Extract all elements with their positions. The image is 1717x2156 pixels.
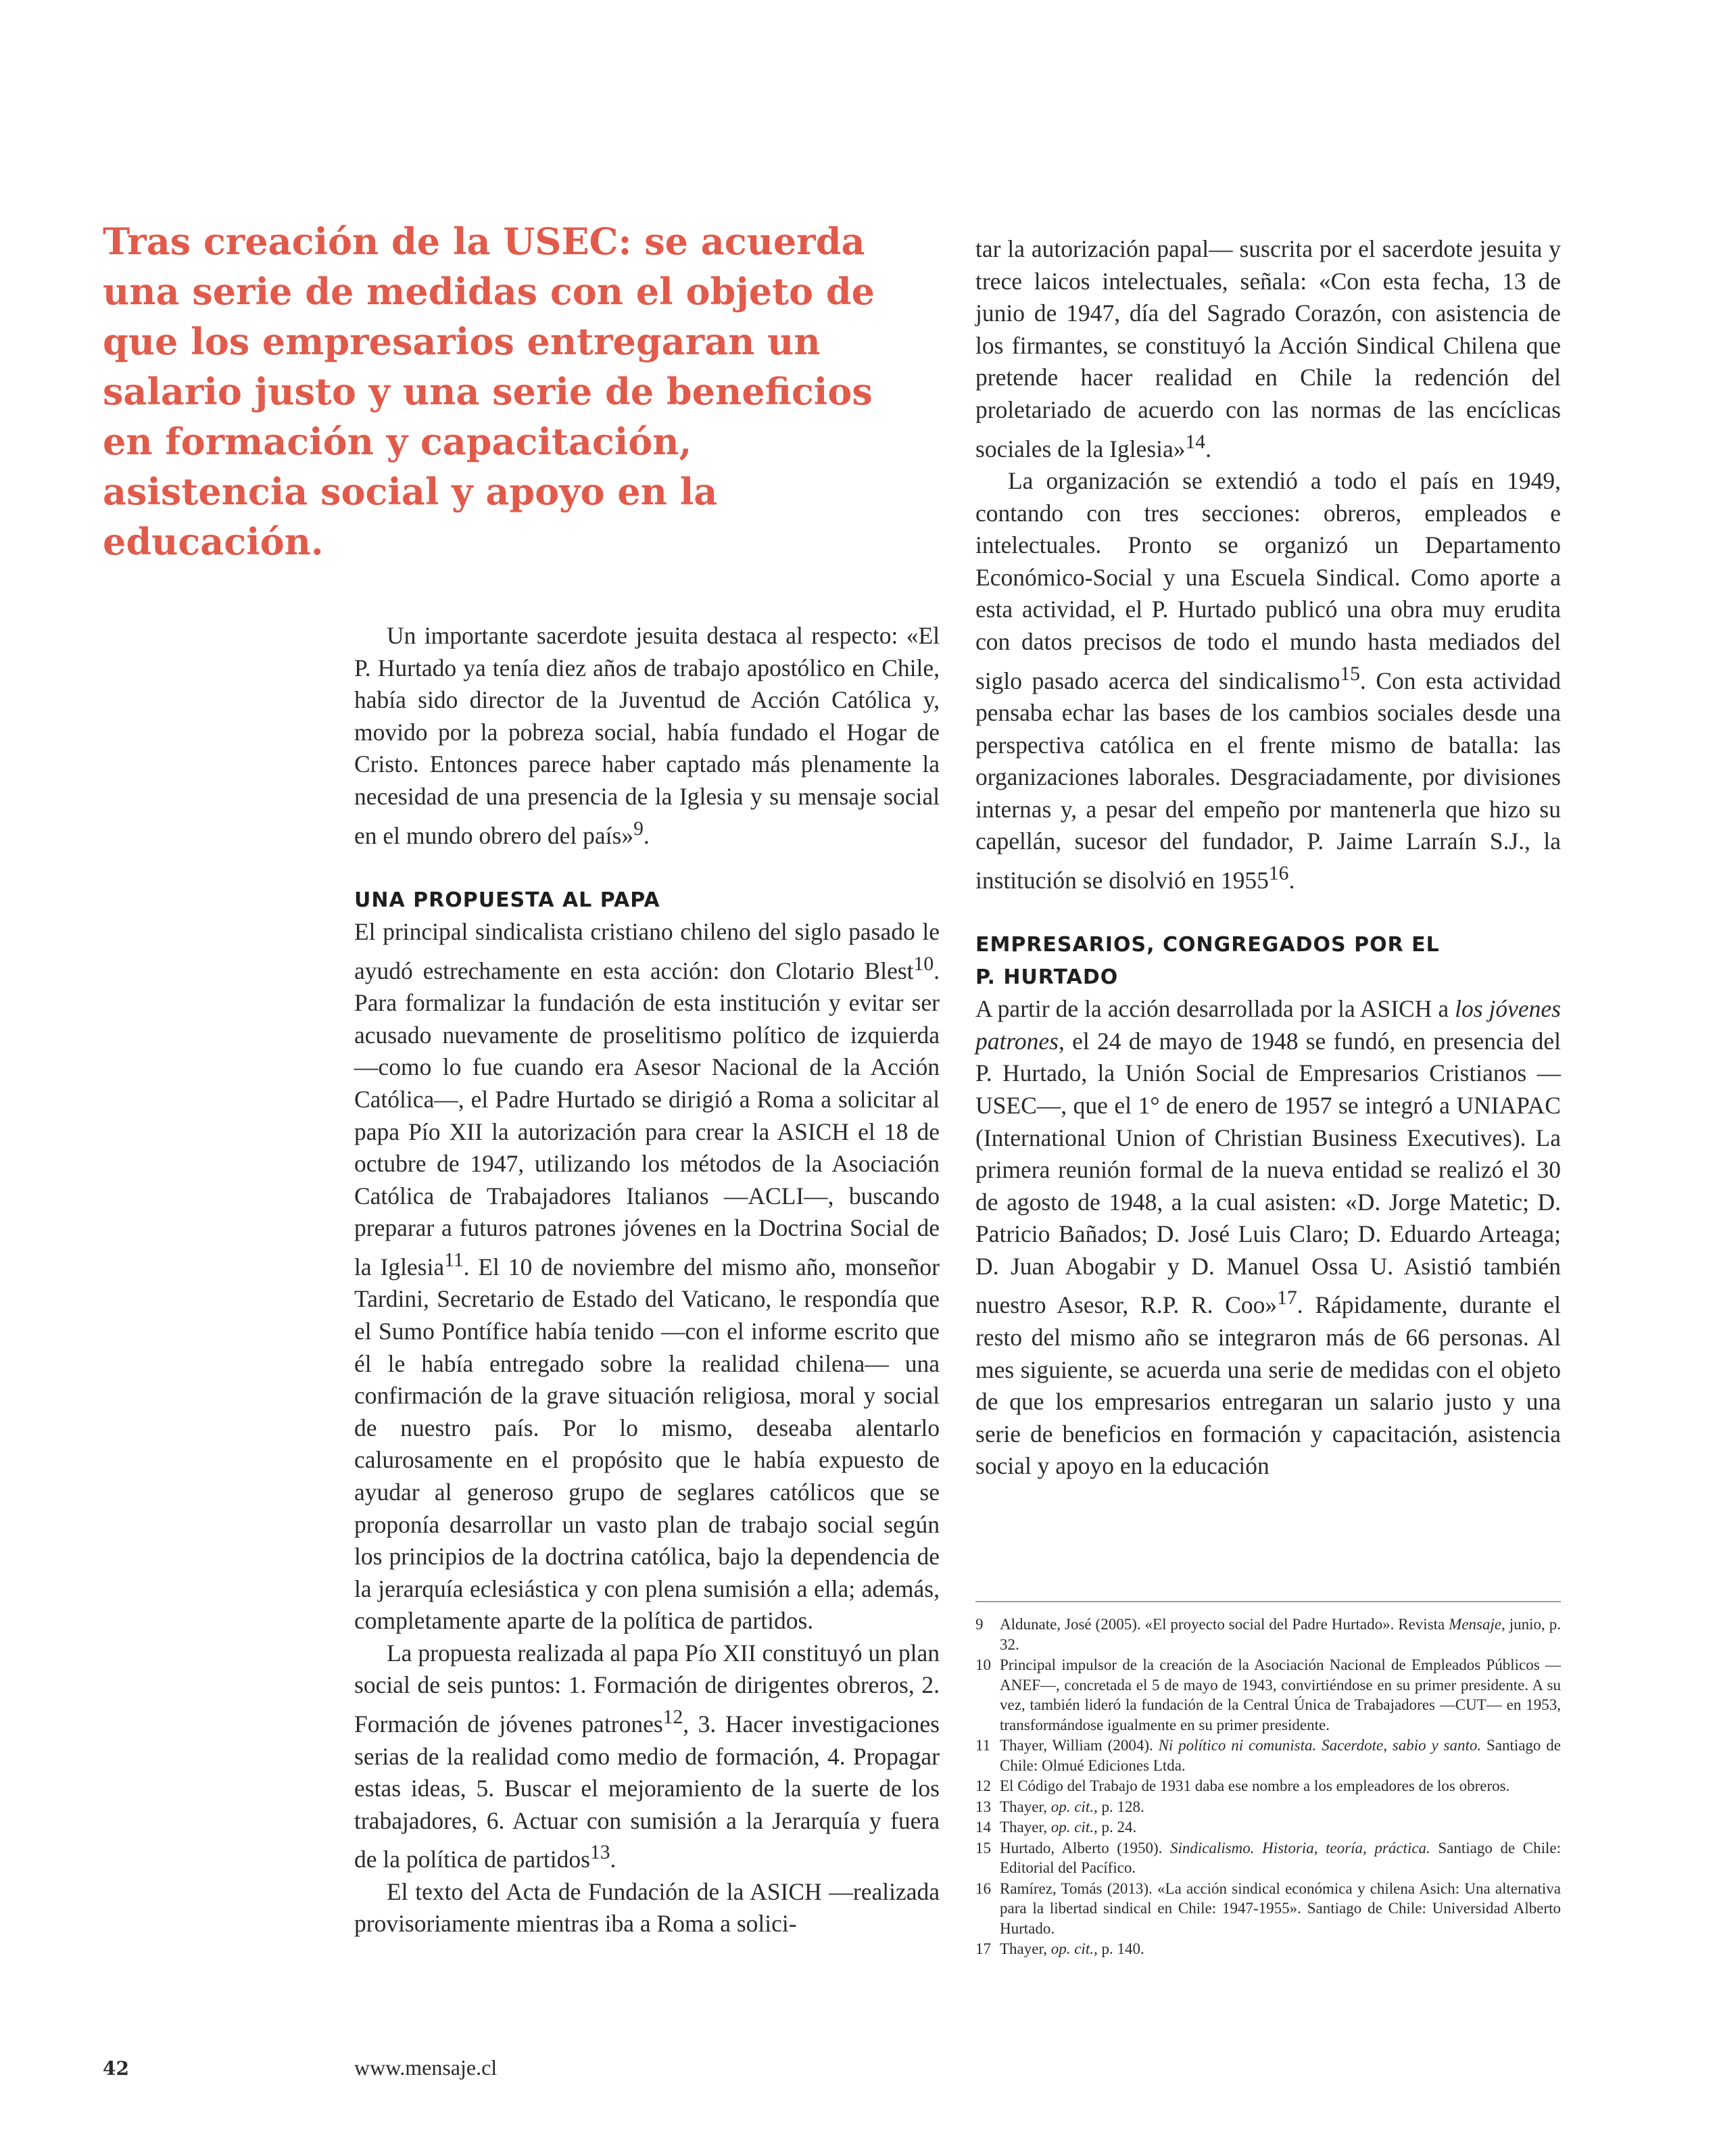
footnote-text: Thayer, op. cit., p. 24.: [1000, 1819, 1137, 1836]
paragraph: El principal sindicalista cristiano chileno del siglo pasado le ayudó estrechamente en esta acción: don Clotario Blest$^{10}$. Para formalizar la fundación de esta institución y evitar ser acusado nuevamente de proselitismo político de izquierda —como lo fue cuando era Asesor Nacional de la Acción Católica—, el Padre Hurtado se dirigió a Roma a solicitar al papa Pío XII la autorización para crear la ASICH el 18 de octubre de 1947, utilizando los métodos de la Asociación Católica de Trabajadores Italianos —ACLI—, buscando preparar a futuros patrones jóvenes en la Doctrina Social de la Iglesia$^{11}$. El 10 de noviembre del mismo año, monseñor Tardini, Secretario de Estado del Vaticano, le respondía que el Sumo Pontífice había tenido —con el informe escrito que él le había entregado sobre la realidad chilena— una confirmación de la grave situación religiosa, moral y social de nuestro país. Por lo mismo, deseaba alentarlo calurosamente en el propósito que le había expuesto de ayudar al generoso grupo de seglares católicos que se proponía desarrollar un vasto plan de trabajo social según los principios de la doctrina católica, bajo la dependencia de la jerarquía eclesiástica y con plena sumisión a ella; además, completamente aparte de la política de partidos.: [354, 918, 940, 1635]
paragraph: El texto del Acta de Fundación de la ASICH —realizada provisoriamente mientras iba a Roma a solici-: [354, 1877, 940, 1938]
footnote-item: [975, 1879, 1561, 1939]
footnote-ref: 15: [1340, 663, 1360, 685]
footnote-item: [975, 1655, 1561, 1735]
spacer: [354, 852, 940, 884]
footnote-text: El Código del Trabajo de 1931 daba ese nombre a los empleadores de los obreros.: [1000, 1777, 1510, 1794]
footnote-text: Thayer, William (2004). Ni político ni comunista. Sacerdote, sabio y santo. Santiago de Chile: Olmué Ediciones Ltda.: [1000, 1737, 1561, 1774]
paragraph: La propuesta realizada al papa Pío XII constituyó un plan social de seis puntos: 1. Formación de dirigentes obreros, 2. Formación de jóvenes patrones$^{12}$, 3. Hacer investigaciones serias de la realidad como medio de formación, 4. Propagar estas ideas, 5. Buscar el mejoramiento de la suerte de los trabajadores, 6. Actuar con sumisión a la Jerarquía y fuera de la política de partidos$^{13}$.: [354, 1639, 940, 1873]
footnote-text: Ramírez, Tomás (2013). «La acción sindical económica y chilena Asich: Una alternativa para la libertad sindical en Chile: 1947-1955». Santiago de Chile: Universidad Alberto Hurtado.: [1000, 1879, 1561, 1937]
footnote-item: [975, 1776, 1561, 1796]
footnote-item: [975, 1939, 1561, 1959]
footnote-text: Thayer, op. cit., p. 128.: [1000, 1798, 1144, 1815]
footnote-item: [975, 1735, 1561, 1775]
footnote-number: 12: [975, 1777, 991, 1794]
footnote-number: 15: [975, 1839, 991, 1856]
footnote-text: Principal impulsor de la creación de la Asociación Nacional de Empleados Públicos —ANEF—, concretada el 5 de mayo de 1943, convirtiéndose en su primer presidente. A su vez, también lideró la fundación de la Central Única de Trabajadores —CUT— en 1953, transformándose igualmente en su primer presidente.: [1000, 1656, 1561, 1733]
footnote-number: 17: [975, 1940, 991, 1957]
paragraph: La organización se extendió a todo el país en 1949, contando con tres secciones: obreros, empleados e intelectuales. Pronto se organizó un Departamento Económico-Social y una Escuela Sindical. Como aporte a esta actividad, el P. Hurtado publicó una obra muy erudita con datos precisos de todo el mundo hasta mediados del siglo pasado acerca del sindicalismo$^{15}$. Con esta actividad pensaba echar las bases de los cambios sociales desde una perspectiva católica en el frente mismo de batalla: las organizaciones laborales. Desgraciadamente, por divisiones internas y, a pesar del empeño por mantenerla que hizo su capellán, sucesor del fundador, P. Jaime Larraín S.J., la institución se disolvió en 1955$^{16}$.: [975, 466, 1561, 894]
footnote-text: Aldunate, José (2005). «El proyecto social del Padre Hurtado». Revista Mensaje, junio, p. 32.: [1000, 1616, 1561, 1653]
footnote-item: [975, 1817, 1561, 1838]
page-number: 42: [103, 2057, 129, 2080]
footnote-number: 11: [975, 1737, 991, 1754]
paragraph: tar la autorización papal— suscrita por el sacerdote jesuita y trece laicos intelectuales, señala: «Con esta fecha, 13 de junio de 1947, día del Sagrado Corazón, con asistencia de los firmantes, se constituyó la Acción Sindical Chilena que pretende hacer realidad en Chile la redención del proletariado de acuerdo con las normas de las encíclicas sociales de la Iglesia»$^{14}$.: [975, 235, 1561, 462]
footnote-ref: 13: [589, 1842, 610, 1864]
footnote-item: [975, 1797, 1561, 1817]
article-column-left: [354, 620, 940, 1940]
footnote-ref: 10: [913, 953, 934, 975]
footnote-item: [975, 1838, 1561, 1878]
footnote-text: Thayer, op. cit., p. 140.: [1000, 1940, 1144, 1957]
website-link[interactable]: www.mensaje.cl: [354, 2055, 498, 2080]
footnote-ref: 9: [633, 817, 644, 840]
section-heading: EMPRESARIOS, CONGREGADOS POR EL P. HURTADO: [975, 932, 1440, 989]
article-column-right: [975, 233, 1561, 1483]
footnote-number: 10: [975, 1656, 991, 1673]
footnote-number: 13: [975, 1798, 991, 1815]
footnote-text: Hurtado, Alberto (1950). Sindicalismo. Historia, teoría, práctica. Santiago de Chile: Editorial del Pacífico.: [1000, 1839, 1561, 1876]
pull-quote: Tras creación de la USEC: se acuerda una serie de medidas con el objeto de que los empresarios entregaran un salario justo y una serie de beneficios en formación y capacitación, asistencia social y apoyo en la educación.: [103, 220, 875, 563]
footnote-number: 16: [975, 1879, 991, 1897]
footnote-ref: 17: [1277, 1287, 1297, 1310]
section-heading: UNA PROPUESTA AL PAPA: [354, 888, 660, 912]
footnote-ref: 14: [1185, 431, 1206, 453]
footnote-number: 9: [975, 1616, 984, 1633]
footnote-number: 14: [975, 1819, 991, 1836]
footnote-ref: 12: [662, 1706, 683, 1729]
footnote-ref: 11: [444, 1249, 464, 1271]
footnotes-list: [975, 1614, 1561, 1960]
footnotes-divider: [975, 1601, 1561, 1602]
paragraph: A partir de la acción desarrollada por la ASICH a los jóvenes patrones, el 24 de mayo de 1948 se fundó, en presencia del P. Hurtado, la Unión Social de Empresarios Cristianos —USEC—, que el 1° de enero de 1957 se integró a UNIAPAC (International Union of Christian Business Executives). La primera reunión formal de la nueva entidad se realizó el 30 de agosto de 1948, a la cual asisten: «D. Jorge Matetic; D. Patricio Bañados; D. José Luis Claro; D. Eduardo Arteaga; D. Juan Abogabir y D. Manuel Ossa U. Asistió también nuestro Asesor, R.P. R. Coo»$^{17}$. Rápidamente, durante el resto del mismo año se integraron más de 66 personas. Al mes siguiente, se acuerda una serie de medidas con el objeto de que los empresarios entregaran un salario justo y una serie de beneficios en formación y capacitación, asistencia social y apoyo en la educación: [975, 995, 1561, 1480]
footnote-item: [975, 1614, 1561, 1654]
spacer: [975, 896, 1561, 929]
footnote-ref: 16: [1268, 862, 1289, 884]
paragraph: Un importante sacerdote jesuita destaca al respecto: «El P. Hurtado ya tenía diez años de trabajo apostólico en Chile, había sido director de la Juventud de Acción Católica y, movido por la pobreza social, había fundado el Hogar de Cristo. Entonces parece haber captado más plenamente la necesidad de una presencia de la Iglesia y su mensaje social en el mundo obrero del país»$^9$.: [354, 622, 940, 849]
